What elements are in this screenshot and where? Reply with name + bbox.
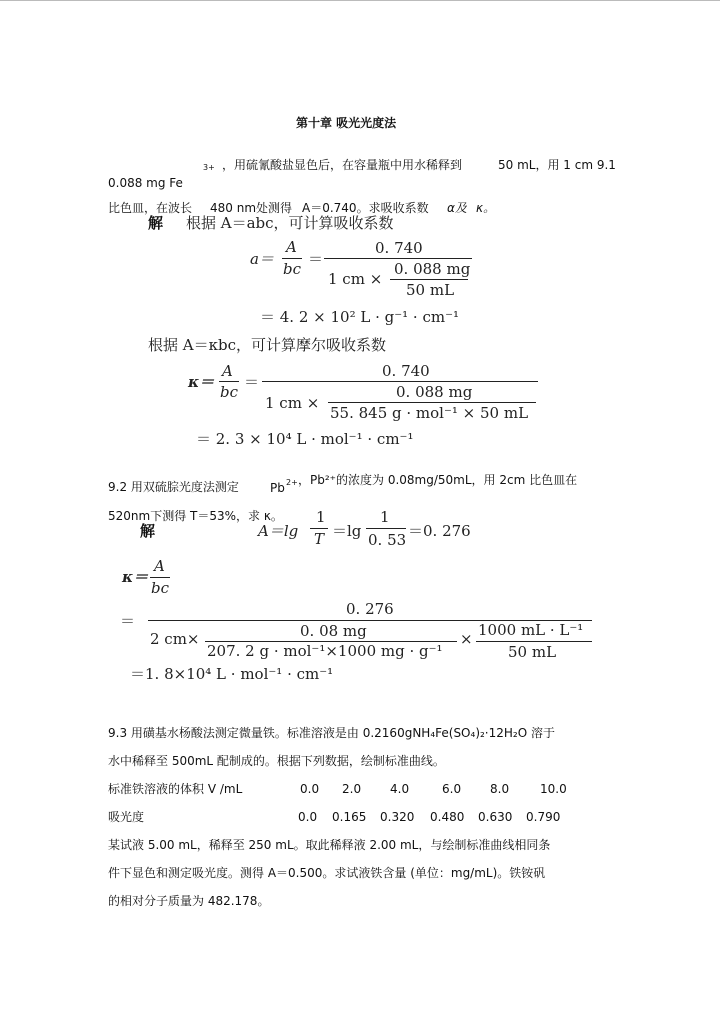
q2-one-b: 1 xyxy=(380,508,390,526)
q2-line1a: 9.2 用双硫腙光度法测定 xyxy=(108,480,239,494)
q2-small-num: 0. 08 mg xyxy=(300,622,367,640)
q2-conv-num: 1000 mL · L⁻¹ xyxy=(478,621,584,639)
q2-final: ＝1. 8×10⁴ L · mol⁻¹ · cm⁻¹ xyxy=(130,665,334,683)
q3-table-row1-label: 标准铁溶液的体积 V /mL xyxy=(108,782,243,796)
q3-line4: 件下显色和测定吸光度。测得 A＝0.500。求试液铁含量 (单位：mg/mL)。铁铵矾 xyxy=(108,866,546,880)
q2-frac-A: A xyxy=(154,557,165,575)
q1-solution-label: 解 xyxy=(148,214,164,232)
q3-line5: 的相对分子质量为 482.178。 xyxy=(108,894,270,908)
q1-superscript: 3+ xyxy=(203,163,215,172)
q1-mass: 0.088 mg Fe xyxy=(108,176,183,190)
q3-table-cell: 6.0 xyxy=(442,782,462,796)
q2-conv-bar xyxy=(476,641,592,642)
q1-solution-text1: 根据 A＝abc，可计算吸收系数 xyxy=(186,214,394,232)
q2-053: 0. 53 xyxy=(368,531,407,549)
q1-result1: ＝ 4. 2 × 10² L · g⁻¹ · cm⁻¹ xyxy=(260,308,460,326)
q2-conv-den: 50 mL xyxy=(508,643,557,661)
q3-table-row2-label: 吸光度 xyxy=(108,810,145,824)
q1-small-den: 50 mL xyxy=(406,281,455,299)
chapter-title: 第十章 吸光光度法 xyxy=(296,116,397,130)
q1-main-bar2 xyxy=(262,381,538,382)
q2-frac-bar xyxy=(150,577,170,578)
q3-line1: 9.3 用磺基水杨酸法测定微量铁。标准溶液是由 0.2160gNH₄Fe(SO₄)₂·12H₂O 溶于 xyxy=(108,726,555,740)
q2-result: ＝0. 276 xyxy=(408,522,471,540)
q3-table-cell: 0.0 xyxy=(300,782,320,796)
q1-den2-prefix: 1 cm × xyxy=(265,394,320,412)
q1-numerator: 0. 740 xyxy=(375,239,423,257)
q3-table-cell: 0.320 xyxy=(380,810,415,824)
q1-numerator2: 0. 740 xyxy=(382,362,430,380)
q3-table-cell: 4.0 xyxy=(390,782,410,796)
q2-superscript: 2+ xyxy=(286,478,298,487)
q2-small-den: 207. 2 g · mol⁻¹×1000 mg · g⁻¹ xyxy=(207,642,443,660)
q1-frac-bar-a xyxy=(282,258,302,259)
q1-small-den2: 55. 845 g · mol⁻¹ × 50 mL xyxy=(330,404,529,422)
q1-frac2-bc: bc xyxy=(220,383,239,401)
q2-A-equals: A＝lg xyxy=(258,522,299,540)
q1-kappa: κ。 xyxy=(476,201,496,215)
q2-frac-bc: bc xyxy=(151,579,170,597)
q1-line2c: A＝0.740。求吸收系数 xyxy=(302,201,429,215)
q1-main-bar xyxy=(324,258,472,259)
q1-volume: 50 mL，用 1 cm 9.1 xyxy=(498,158,616,172)
q3-line2: 水中稀释至 500mL 配制成的。根据下列数据，绘制标准曲线。 xyxy=(108,754,445,768)
q2-numerator: 0. 276 xyxy=(346,600,394,618)
q3-table-cell: 8.0 xyxy=(490,782,510,796)
q2-kappa-equals: κ＝ xyxy=(122,568,149,586)
q2-solution-label: 解 xyxy=(140,522,156,540)
q1-result2: ＝ 2. 3 × 10⁴ L · mol⁻¹ · cm⁻¹ xyxy=(196,430,414,448)
q2-one-a: 1 xyxy=(316,508,326,526)
q3-table-cell: 10.0 xyxy=(540,782,567,796)
q1-kappa-equals: κ＝ xyxy=(188,373,215,391)
q2-line2: 520nm下测得 T＝53%，求 κ。 xyxy=(108,509,283,523)
q1-small-bar2 xyxy=(328,402,536,403)
q3-table-cell: 0.0 xyxy=(298,810,318,824)
q1-equals: ＝ xyxy=(308,250,324,268)
q1-line2a: 比色皿，在波长 xyxy=(108,201,193,215)
q2-line1b: ，Pb²⁺的浓度为 0.08mg/50mL，用 2cm 比色皿在 xyxy=(298,473,578,487)
q2-T: T xyxy=(314,530,325,548)
q1-small-num: 0. 088 mg xyxy=(394,260,471,278)
q2-equals: ＝ xyxy=(120,612,136,630)
q2-bar-T xyxy=(310,528,328,529)
page-top-border xyxy=(0,0,720,1)
q1-frac-A: A xyxy=(286,238,297,256)
q3-table-cell: 0.165 xyxy=(332,810,367,824)
q1-solution-text2: 根据 A＝κbc，可计算摩尔吸收系数 xyxy=(148,336,386,354)
q3-table-cell: 2.0 xyxy=(342,782,362,796)
q1-line2b: 480 nm处测得 xyxy=(210,201,293,215)
q3-line3: 某试液 5.00 mL，稀释至 250 mL。取此稀释液 2.00 mL，与绘制标准曲线相同条 xyxy=(108,838,551,852)
q2-times: × xyxy=(460,630,473,648)
q2-mid: ＝lg xyxy=(332,522,362,540)
q2-pb: Pb xyxy=(270,481,285,495)
q3-table-cell: 0.790 xyxy=(526,810,561,824)
q3-table-cell: 0.630 xyxy=(478,810,513,824)
q1-alpha: α及 xyxy=(447,201,467,215)
q1-small-bar xyxy=(390,279,468,280)
q1-den-prefix: 1 cm × xyxy=(328,270,383,288)
q2-den-prefix: 2 cm× xyxy=(150,630,200,648)
q1-line1: ，用硫氰酸盐显色后，在容量瓶中用水稀释到 xyxy=(222,158,463,172)
q2-bar-053 xyxy=(366,528,406,529)
q1-a-equals: a＝ xyxy=(250,250,274,268)
q1-frac2-A: A xyxy=(222,362,233,380)
q1-small-num2: 0. 088 mg xyxy=(396,383,473,401)
q1-frac-bc: bc xyxy=(283,260,302,278)
q3-table-cell: 0.480 xyxy=(430,810,465,824)
q1-frac-bar-k xyxy=(219,381,239,382)
q1-equals2: ＝ xyxy=(244,373,260,391)
